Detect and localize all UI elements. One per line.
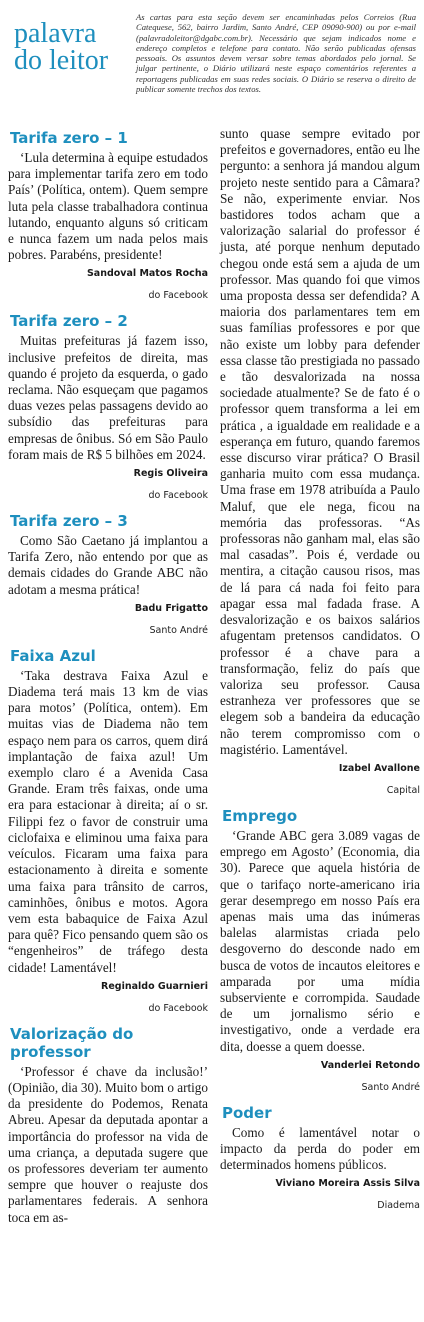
letter-title: Emprego xyxy=(222,806,298,825)
letter-body: ‘Taka destrava Faixa Azul e Diadema terá mais 13 km de vias para motos’ (Política, ontem). Em muitas vias de Diadema não tem espaço nem para os carros, quem dirá implantação de faixa azul! Um exemplo claro é a Avenida Casa Grande. Eram três faixas, onde uma era para estacionar à direita; aí o sr. Filippi fez o favor de construir uma ciclofaixa e eliminou uma faixa para veículos. Ficaram uma faixa para estacionamento à direita e somente uma faixa para trânsito de carros, caminhões, ônibus e motos. Agora vem esta babaquice de Faixa Azul para quê? Fico pensando quem são os “engenheiros” de tráfego desta cidade! Lamentável! xyxy=(8,667,208,975)
letter-valorizacao-professor xyxy=(8,1025,208,1226)
letter-faixa-azul xyxy=(8,647,208,1015)
section-logo xyxy=(14,20,108,74)
letter-title: Tarifa zero – 1 xyxy=(10,129,128,147)
letter-body: Como é lamentável notar o impacto da perda do poder em determinados homens públicos. xyxy=(220,1124,420,1173)
masthead xyxy=(8,6,416,116)
letter-place: Santo André xyxy=(149,624,208,636)
letter-emprego xyxy=(220,807,420,1094)
letter-author: Badu Frigatto xyxy=(134,602,208,614)
letter-title: Tarifa zero – 3 xyxy=(10,512,128,531)
submission-instructions: As cartas para esta seção devem ser encaminhadas pelos Correios (Rua Catequese, 562, bairro Jardim, Santo André, CEP 09090-900) ou por e-mail (palavradoleitor@dgabc.com.br). Necessário que sejam indicados nome e endereço completos e telefone para contato. Não serão publicadas ofensas pessoais. Os assuntos devem versar sobre temas abordados pelo jornal. Se julgar pertinente, o Diário utilizará neste espaço comentários referentes a reportagens publicadas em suas redes sociais. O Diário se reserva o direito de publicar somente trechos dos textos. xyxy=(136,12,416,95)
letter-author: Vanderlei Retondo xyxy=(320,1059,420,1071)
logo-line-1: palavra xyxy=(14,18,97,49)
letter-poder xyxy=(220,1104,420,1213)
letter-title: Valorização do professor xyxy=(10,1024,134,1061)
letter-body: ‘Grande ABC gera 3.089 vagas de emprego em Agosto’ (Economia, dia 30). Parece que aquela história de que o tarifaço norte-americano iria gerar desemprego em nosso País era apenas mais uma das inúmeras balelas alarmistas criada pelo desgoverno do desconde nado em busca de votos de incautos eleitores e amparada por uma mídia subserviente e corrompida. Saudade de um jornalismo sério e investigativo, onde a verdade era dita, doesse a quem doesse. xyxy=(220,827,420,1054)
letter-title: Tarifa zero – 2 xyxy=(10,312,128,331)
letter-tarifa-zero-1 xyxy=(8,129,208,302)
letter-place: do Facebook xyxy=(148,490,208,502)
letter-author: Sandoval Matos Rocha xyxy=(86,268,208,280)
letter-tarifa-zero-2 xyxy=(8,312,208,502)
letter-author: Regis Oliveira xyxy=(133,468,208,480)
letter-body: Como São Caetano já implantou a Tarifa Zero, não entendo por que as demais cidades do Grande ABC não adotam a mesma prática! xyxy=(8,533,208,597)
letter-place: Diadema xyxy=(377,1200,420,1212)
letter-author: Izabel Avallone xyxy=(338,762,420,774)
letter-author: Reginaldo Guarnieri xyxy=(101,980,208,992)
letter-body: ‘Professor é chave da inclusão!’ (Opinião, dia 30). Muito bom o artigo da presidente do Podemos, Renata Abreu. Apesar da deputada apontar a importância do professor na vida de uma criança, a deputada sugere que os professores deveriam ter aumento sempre que houver o reajuste dos parlamentares federais. A senhora toca em as- xyxy=(8,1063,208,1225)
letter-title: Poder xyxy=(222,1103,272,1122)
column-right xyxy=(220,126,420,1222)
letter-place: do Facebook xyxy=(148,1002,208,1014)
letter-place: Capital xyxy=(386,784,420,796)
letter-body: Muitas prefeituras já fazem isso, inclusive prefeitos de direita, mas quando é projeto da esquerda, o gado reclama. Não esqueçam que pagamos duas vezes pelas passagens devido ao subsídio das prefeituras para empresas de ônibus. Só em São Paulo foram mais de R$ 5 bilhões em 2024. xyxy=(8,333,208,462)
letter-place: Santo André xyxy=(361,1081,420,1093)
letter-tarifa-zero-3 xyxy=(8,512,208,637)
letter-author: Viviano Moreira Assis Silva xyxy=(275,1178,420,1190)
letter-body: ‘Lula determina à equipe estudados para implementar tarifa zero em todo País’ (Política, ontem). Quem sempre luta pela classe trabalhadora continua lutando, enquanto alguns só criticam e nunca fazem um nada pelos mais pobres. Parabéns, presidente! xyxy=(8,150,208,263)
letter-place: do Facebook xyxy=(148,290,208,302)
column-left xyxy=(8,126,208,1236)
letter-title: Faixa Azul xyxy=(10,646,96,665)
letter-body-continuation: sunto quase sempre evitado por prefeitos e governadores, então eu lhe pergunto: a senhora já mandou algum projeto neste sentido para a Câmara? Se não, experimente enviar. Nos bastidores todos acham que a valorização salarial do professor é justa, até porque nenhum deputado chegou onde está sem a ajuda de um professor. Mas quando foi que vimos uma proposta dessa ser defendida? A maioria dos parlamentares tem em suas famílias professores e por que não existe um lobby para defender essa classe tão prestigiada no passado e tão desvalorizada na nossa sociedade atualmente? Se de fato é o professor quem transforma a lei em prática , a igualdade em realidade e a esperança em futuro, quando faremos esse discurso virar prática? O Brasil ganharia muito com essa mudança. Uma frase em 1978 atribuída a Paulo Maluf, que ele nega, ficou na memória das professoras. “As professoras não ganham mal, elas são mal casadas”. Pois é, verdade ou mentira, a citação causou risos, mas de lá para cá nada foi feito para apagar essa mal fadada frase. A desvalorização e os baixos salários afugentam pretensos candidatos. O professor é a chave para a transformação, feliz do país que valoriza seu professor. Causa estranheza ver professores que se elegem sob a bandeira da educação não terem compromisso com o magistério. Lamentável. xyxy=(220,126,420,757)
logo-line-2: do leitor xyxy=(14,45,109,76)
letter-valorizacao-professor-continued xyxy=(220,126,420,797)
